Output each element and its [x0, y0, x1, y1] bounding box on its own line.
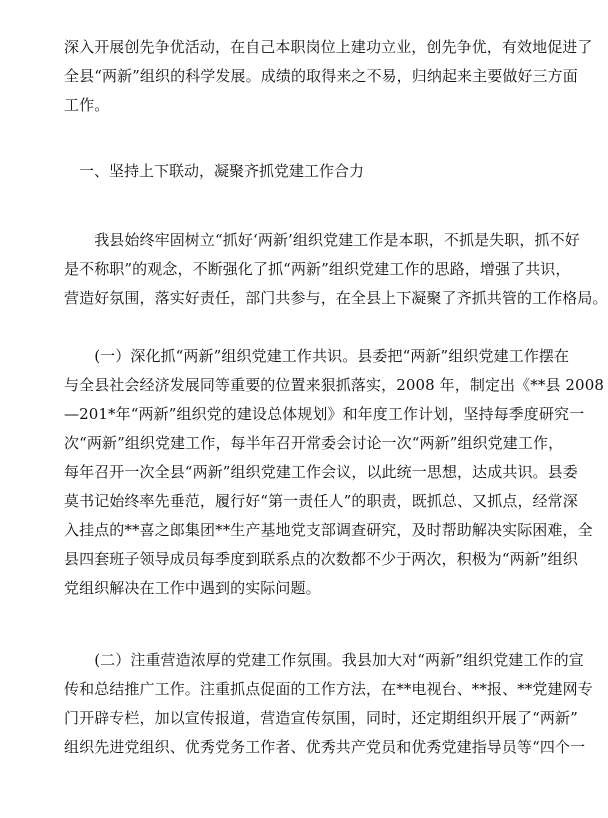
text-line: 县四套班子领导成员每季度到联系点的次数都不少于两次，积极为“两新”组织: [64, 550, 578, 568]
text-line: 每年召开一次全县“两新”组织党建工作会议，以此统一思想，达成共识。县委: [64, 463, 578, 481]
text-line: 入挂点的**喜之郎集团**生产基地党支部调查研究，及时帮助解决实际困难，全: [64, 521, 593, 539]
text-line: 党组织解决在工作中遇到的实际问题。: [64, 579, 321, 597]
paragraph-1: [64, 226, 608, 313]
text-line: 与全县社会经济发展同等重要的位置来狠抓落实，2008 年，制定出《**县 2008: [64, 376, 604, 394]
text-line: 工作。: [64, 96, 110, 114]
text-line: 是不称职”的观念，不断强化了抓“两新”组织党建工作的思路，增强了共识，: [64, 260, 571, 278]
text-line: 营造好氛围，落实好责任，部门共参与，在全县上下凝聚了齐抓共管的工作格局。: [64, 289, 608, 307]
text-line: (一）深化抓“两新”组织党建工作共识。县委把“两新”组织党建工作摆在: [64, 347, 570, 365]
text-line: 莫书记始终率先垂范，履行好“第一责任人”的职责，既抓总、又抓点，经常深: [64, 492, 578, 510]
text-line: 我县始终牢固树立“抓好‘两新’组织党建工作是本职，不抓是失职，抓不好: [64, 231, 580, 249]
text-line: —201*年“两新”组织党的建设总体规划》和年度工作计划，坚持每季度研究一: [64, 405, 585, 423]
section-heading-1: 一、坚持上下联动，凝聚齐抓党建工作合力: [64, 162, 365, 180]
text-line: 门开辟专栏，加以宣传报道，营造宣传氛围，同时，还定期组织开展了“两新”: [64, 709, 578, 727]
paragraph-2: [64, 342, 604, 603]
text-line: (二）注重营造浓厚的党建工作氛围。我县加大对“两新”组织党建工作的宣: [64, 651, 584, 669]
text-line: 组织先进党组织、优秀党务工作者、优秀共产党员和优秀党建指导员等“四个一: [64, 738, 586, 756]
text-line: 传和总结推广工作。注重抓点促面的工作方法，在**电视台、**报、**党建网专: [64, 680, 593, 698]
paragraph-3: [64, 646, 593, 762]
text-line: 次“两新”组织党建工作，每半年召开常委会讨论一次“两新”组织党建工作，: [64, 434, 564, 452]
text-line: 全县“两新”组织的科学发展。成绩的取得来之不易，归纳起来主要做好三方面: [64, 67, 578, 85]
paragraph-intro: [64, 33, 593, 120]
text-line: 深入开展创先争优活动，在自己本职岗位上建功立业，创先争优，有效地促进了: [64, 38, 593, 56]
